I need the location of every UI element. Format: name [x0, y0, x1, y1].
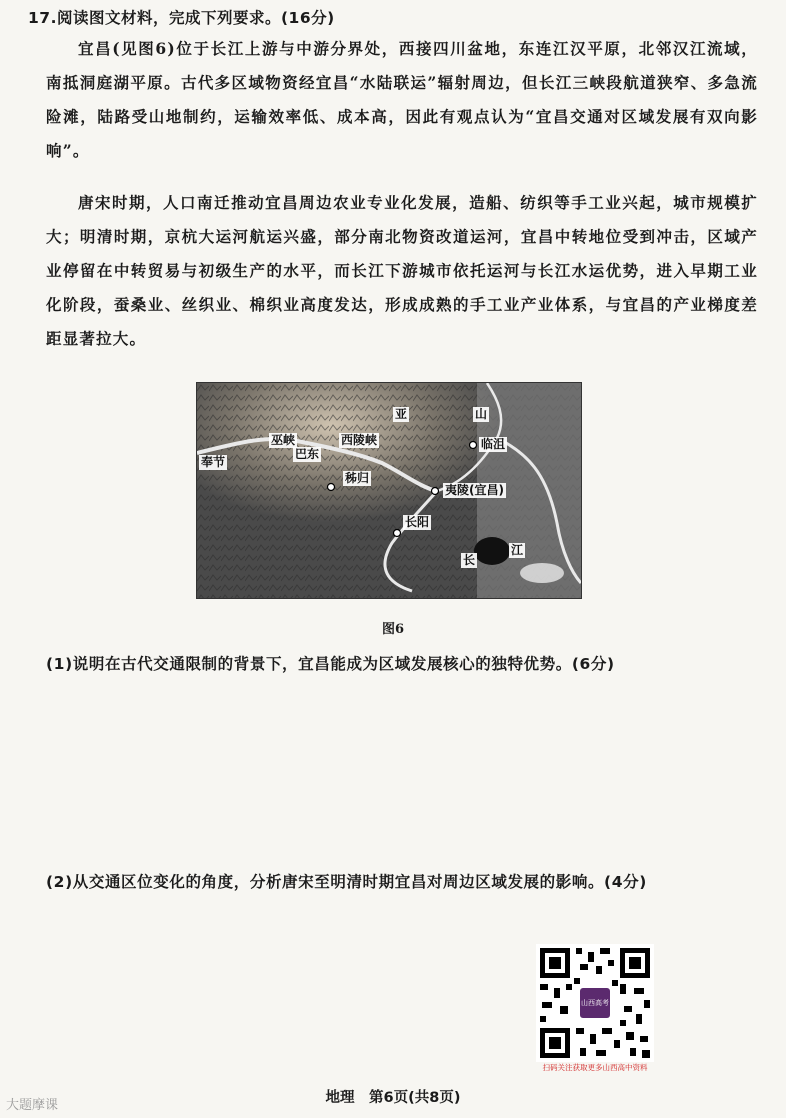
sub-question-2: (2)从交通区位变化的角度，分析唐宋至明清时期宜昌对周边区域发展的影响。(4分)	[46, 873, 647, 891]
label-jiang: 江	[511, 543, 524, 557]
label-changyang: 长阳	[405, 515, 430, 529]
qr-caption: 扫码关注获取更多山西高中资料	[542, 1063, 648, 1072]
material-paragraph-1: 宜昌(见图6)位于长江上游与中游分界处，西接四川盆地，东连江汉平原，北邻汉江流域，南抵洞庭湖平原。古代多区域物资经宜昌“水陆联运”辐射周边，但长江三峡段航道狭窄、多急流险滩，陆路受山地制约，运输效率低、成本高，因此有观点认为“宜昌交通对区域发展有双向影响”。	[46, 39, 758, 160]
terrain-map-image	[197, 383, 581, 598]
label-chang: 长	[463, 553, 476, 567]
label-fengjie: 奉节	[201, 455, 226, 469]
material-paragraph-2: 唐宋时期，人口南迁推动宜昌周边农业专业化发展，造船、纺织等手工业兴起，城市规模扩大；明清时期，京杭大运河航运兴盛，部分南北物资改道运河，宜昌中转地位受到冲击，区域产业停留在中转贸易与初级生产的水平，而长江下游城市依托运河与长江水运优势，进入早期工业化阶段，蚕桑业、丝织业、棉织业高度发达，形成成熟的手工业产业体系，与宜昌的产业梯度差距显著拉大。	[46, 193, 758, 348]
label-zigui: 秭归	[345, 471, 370, 485]
map-figure	[196, 382, 582, 599]
label-yiling: 夷陵(宜昌)	[445, 483, 504, 497]
sub-question-1: (1)说明在古代交通限制的背景下，宜昌能成为区域发展核心的独特优势。(6分)	[46, 655, 615, 673]
question-title: 17.阅读图文材料，完成下列要求。(16分)	[28, 9, 335, 27]
figure-caption: 图6	[381, 622, 405, 637]
qr-logo: 山西高考	[580, 988, 610, 1018]
page-footer: 地理 第6页(共8页)	[325, 1090, 461, 1106]
label-ya: 亚	[395, 407, 408, 421]
label-linju: 临沮	[481, 437, 506, 451]
label-shan: 山	[475, 407, 488, 421]
qr-code[interactable]	[536, 944, 654, 1062]
label-badong: 巴东	[295, 447, 320, 461]
label-wuxia: 巫峡	[271, 433, 296, 447]
label-xilingxia: 西陵峡	[341, 433, 378, 447]
watermark: 大题摩课	[6, 1098, 59, 1113]
